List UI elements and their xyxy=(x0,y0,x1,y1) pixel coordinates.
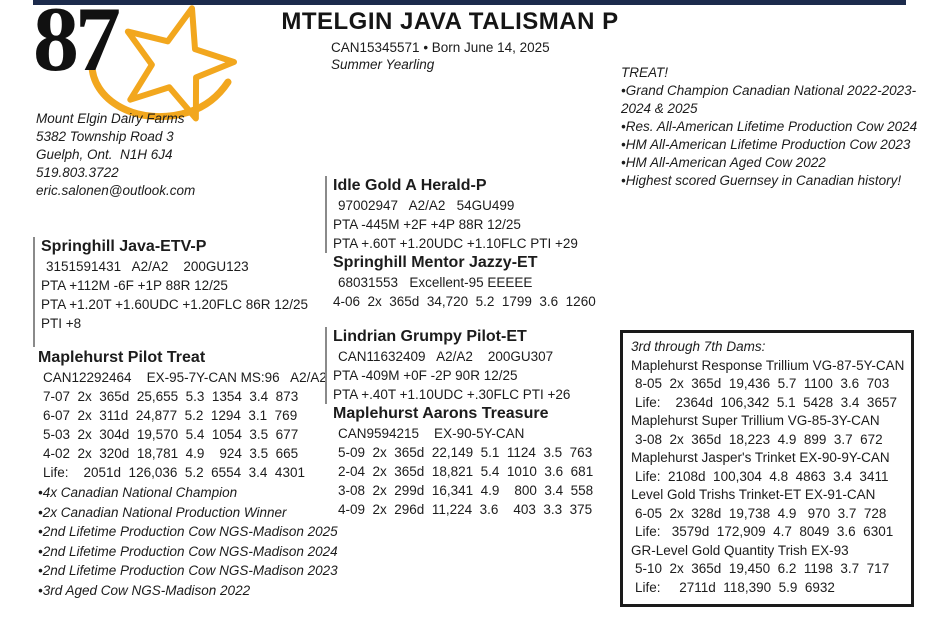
contact-block xyxy=(36,110,195,200)
fourth-dam-name: Maplehurst Super Trillium VG-85-3Y-CAN xyxy=(631,413,880,428)
dam-life-row: Life: 2051d 126,036 5.2 6554 3.4 4301 xyxy=(43,465,305,480)
dam-sire-name: Lindrian Grumpy Pilot-ET xyxy=(333,328,527,345)
dam-dam-record-row: 5-09 2x 365d 22,149 5.1 1124 3.5 763 xyxy=(338,445,593,460)
dam-honors xyxy=(38,483,338,600)
sire-sire-id-line: 97002947 A2/A2 54GU499 xyxy=(338,198,515,213)
dam-life-row: Life: 2108d 100,304 4.8 4863 3.4 3411 xyxy=(635,468,889,484)
sire-sire-pta-line: PTA +.60T +1.20UDC +1.10FLC PTI +29 xyxy=(333,236,578,251)
dam-id-line: CAN12292464 EX-95-7Y-CAN MS:96 A2/A2 xyxy=(43,370,327,385)
dam-record-row: 5-03 2x 304d 19,570 5.4 1054 3.5 677 xyxy=(43,427,299,442)
sire-dam-id-line: 68031553 Excellent-95 EEEEE xyxy=(338,275,533,290)
dam-sire-block xyxy=(325,327,593,404)
dam-dam-record-row: 3-08 2x 299d 16,341 4.9 800 3.4 558 xyxy=(338,483,594,498)
address-line-1: 5382 Township Road 3 xyxy=(36,129,174,144)
sire-sire-pta-line: PTA -445M +2F +4P 88R 12/25 xyxy=(333,217,521,232)
dam-life-row: Life: 2711d 118,390 5.9 6932 xyxy=(635,579,835,595)
highlight-item: •Grand Champion Canadian National 2022-2023- 2024 & 2025 xyxy=(621,83,917,116)
sire-dam-name: Springhill Mentor Jazzy-ET xyxy=(333,254,538,271)
dam-dam-block xyxy=(325,404,593,519)
highlight-item: •Res. All-American Lifetime Production Cow 2024 xyxy=(621,119,918,134)
page-title: MTELGIN JAVA TALISMAN P xyxy=(281,8,619,35)
honor-item: •2nd Lifetime Production Cow NGS-Madison 2023 xyxy=(38,563,338,578)
dam-sire-id-line: CAN11632409 A2/A2 200GU307 xyxy=(338,349,554,364)
lot-number: 87 xyxy=(33,0,117,90)
sire-block xyxy=(33,237,308,347)
address-line-2: Guelph, Ont. N1H 6J4 xyxy=(36,147,173,162)
dam-dam-name: Maplehurst Aarons Treasure xyxy=(333,405,549,422)
honor-item: •2nd Lifetime Production Cow NGS-Madison 2025 xyxy=(38,524,338,539)
dam-record-row: 4-02 2x 320d 18,781 4.9 924 3.5 665 xyxy=(43,446,299,461)
dam-record-row: 6-05 2x 328d 19,738 4.9 970 3.7 728 xyxy=(635,505,887,521)
dam-life-row: Life: 2364d 106,342 5.1 5428 3.4 3657 xyxy=(635,394,897,410)
dam-record-row: 3-08 2x 365d 18,223 4.9 899 3.7 672 xyxy=(635,431,883,447)
dam-record-row: 6-07 2x 311d 24,877 5.2 1294 3.1 769 xyxy=(43,408,298,423)
highlights-heading: TREAT! xyxy=(621,65,668,80)
highlight-item: •HM All-American Aged Cow 2022 xyxy=(621,155,826,170)
sire-parents-block xyxy=(325,176,596,311)
third-dam-name: Maplehurst Response Trillium VG-87-5Y-CAN xyxy=(631,357,905,373)
highlights-block xyxy=(621,64,925,190)
dam-parents-block xyxy=(325,327,593,519)
honor-item: •2nd Lifetime Production Cow NGS-Madison 2024 xyxy=(38,543,338,559)
dam-sire-pta-line: PTA -409M +0F -2P 90R 12/25 xyxy=(333,368,518,383)
honor-item: •3rd Aged Cow NGS-Madison 2022 xyxy=(38,582,251,598)
farm-name: Mount Elgin Dairy Farms xyxy=(36,111,185,126)
sire-pta-line: PTA +1.20T +1.60UDC +1.20FLC 86R 12/25 xyxy=(41,297,309,312)
sixth-dam-name: Level Gold Trishs Trinket-ET EX-91-CAN xyxy=(631,487,876,502)
extended-dams-box xyxy=(620,330,914,607)
sire-pti-line: PTI +8 xyxy=(41,316,82,331)
sire-sire-block xyxy=(325,176,596,253)
dam-record-row: 7-07 2x 365d 25,655 5.3 1354 3.4 873 xyxy=(43,389,299,404)
email-address[interactable]: eric.salonen@outlook.com xyxy=(36,183,196,198)
sire-dam-record-row: 4-06 2x 365d 34,720 5.2 1799 3.6 1260 xyxy=(333,294,596,309)
dams-box-heading: 3rd through 7th Dams: xyxy=(631,339,766,354)
honor-item: •4x Canadian National Champion xyxy=(38,485,238,500)
honor-item: •2x Canadian National Production Winner xyxy=(38,504,287,520)
highlight-item: •Highest scored Guernsey in Canadian history! xyxy=(621,173,902,188)
dam-life-row: Life: 3579d 172,909 4.7 8049 3.6 6301 xyxy=(635,524,894,539)
sire-id-line: 3151591431 A2/A2 200GU123 xyxy=(46,259,249,274)
dam-record-row: 5-10 2x 365d 19,450 6.2 1198 3.7 717 xyxy=(635,561,890,576)
seventh-dam-name: GR-Level Gold Quantity Trish EX-93 xyxy=(631,542,849,558)
age-class: Summer Yearling xyxy=(331,57,435,72)
sire-name: Springhill Java-ETV-P xyxy=(41,238,207,255)
sire-sire-name: Idle Gold A Herald-P xyxy=(333,177,487,194)
fifth-dam-name: Maplehurst Jasper's Trinket EX-90-9Y-CAN xyxy=(631,450,890,465)
phone-number: 519.803.3722 xyxy=(36,165,119,180)
registration-line: CAN15345571 • Born June 14, 2025 xyxy=(331,40,550,55)
highlight-item: •HM All-American Lifetime Production Cow 2023 xyxy=(621,137,911,152)
dam-dam-record-row: 4-09 2x 296d 11,224 3.6 403 3.3 375 xyxy=(338,502,593,517)
dam-record-row: 8-05 2x 365d 19,436 5.7 1100 3.6 703 xyxy=(635,376,890,391)
sire-pta-line: PTA +112M -6F +1P 88R 12/25 xyxy=(41,278,228,293)
dam-dam-record-row: 2-04 2x 365d 18,821 5.4 1010 3.6 681 xyxy=(338,464,594,479)
dam-block xyxy=(38,348,338,600)
sire-dam-block xyxy=(325,253,596,311)
dam-dam-id-line: CAN9594215 EX-90-5Y-CAN xyxy=(338,426,525,441)
dam-name: Maplehurst Pilot Treat xyxy=(38,349,206,366)
dam-sire-pta-line: PTA +.40T +1.10UDC +.30FLC PTI +26 xyxy=(333,387,571,402)
